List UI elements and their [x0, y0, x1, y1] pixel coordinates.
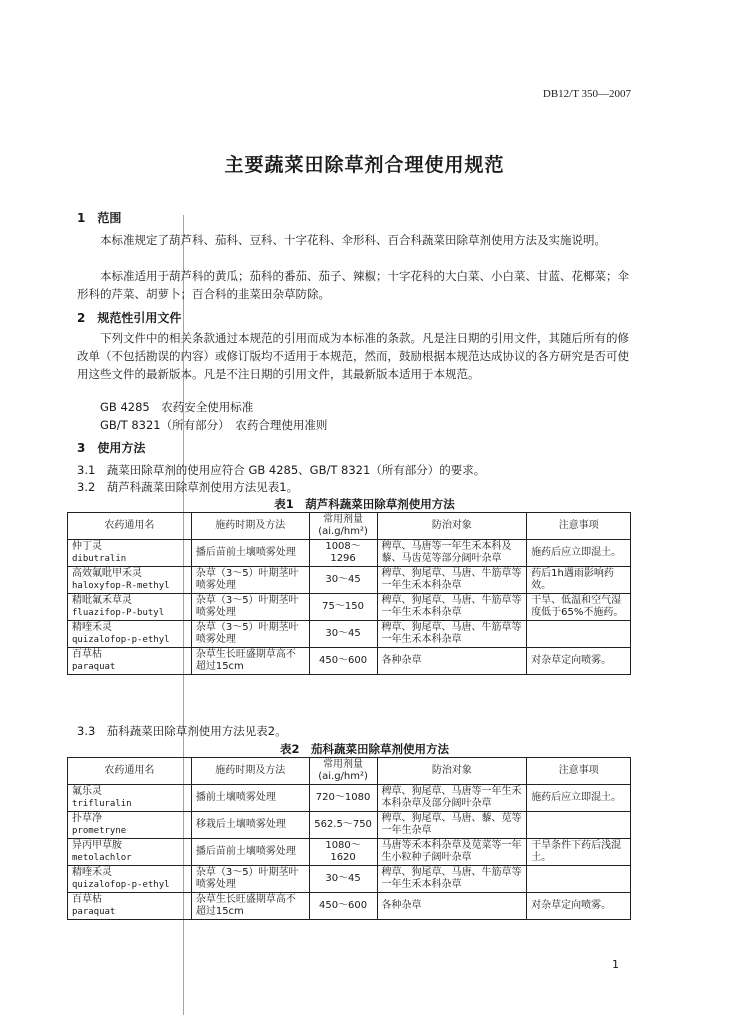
pesticide-name-cn: 异丙甲草胺	[72, 840, 122, 851]
dosage-cell: 1008～1296	[309, 540, 377, 567]
table-row	[68, 893, 631, 920]
section-3-heading: 3 使用方法	[77, 441, 146, 455]
header-target: 防治对象	[377, 758, 527, 785]
target-cell: 各种杂草	[377, 893, 527, 920]
target-cell: 稗草、狗尾草、马唐等一年生禾本科杂草及部分阔叶杂草	[377, 785, 527, 812]
pesticide-name-en: quizalofop-p-ethyl	[72, 635, 170, 645]
header-timing-method: 施药时期及方法	[191, 758, 309, 785]
dosage-cell: 30～45	[309, 621, 377, 648]
page-number: 1	[612, 958, 619, 971]
pesticide-name-cell	[68, 785, 192, 812]
pesticide-name-en: fluazifop-P-butyl	[72, 608, 165, 618]
timing-cell: 杂草（3～5）叶期茎叶喷雾处理	[191, 594, 309, 621]
pesticide-name-cn: 高效氟吡甲禾灵	[72, 568, 142, 579]
reference-gb4285: GB 4285 农药安全使用标准	[100, 400, 254, 414]
table-header-row	[68, 513, 631, 540]
header-dosage: 常用剂量 (ai.g/hm²)	[309, 513, 377, 540]
target-cell: 稗草、狗尾草、马唐、牛筋草等一年生禾本科杂草	[377, 621, 527, 648]
pesticide-name-cell	[68, 540, 192, 567]
note-cell: 干旱条件下药后浅混土。	[527, 839, 631, 866]
timing-cell: 移栽后土壤喷雾处理	[191, 812, 309, 839]
pesticide-name-en: prometryne	[72, 826, 127, 836]
dosage-cell: 450～600	[309, 648, 377, 675]
timing-cell: 杂草生长旺盛期草高不超过15cm	[191, 648, 309, 675]
target-cell: 稗草、狗尾草、马唐、牛筋草等一年生禾本科杂草	[377, 866, 527, 893]
table-row	[68, 812, 631, 839]
timing-cell: 杂草生长旺盛期草高不超过15cm	[191, 893, 309, 920]
header-pesticide-name: 农药通用名	[68, 758, 192, 785]
section-1-heading: 1 范围	[77, 211, 122, 225]
table-row	[68, 866, 631, 893]
table-2-caption: 表2 茄科蔬菜田除草剂使用方法	[280, 742, 449, 756]
header-pesticide-name: 农药通用名	[68, 513, 192, 540]
note-cell: 对杂草定向喷雾。	[527, 893, 631, 920]
section-1-para-2: 本标准适用于葫芦科的黄瓜；茄科的番茄、茄子、辣椒；十字花科的大白菜、小白菜、甘蓝、花椰菜；伞形科的芹菜、胡萝卜；百合科的韭菜田杂草防除。	[77, 269, 629, 301]
pesticide-name-en: metolachlor	[72, 853, 132, 863]
pesticide-name-cell	[68, 839, 192, 866]
header-target: 防治对象	[377, 513, 527, 540]
timing-cell: 播后苗前土壤喷雾处理	[191, 839, 309, 866]
table-row	[68, 594, 631, 621]
pesticide-name-en: paraquat	[72, 662, 116, 672]
dosage-cell: 720～1080	[309, 785, 377, 812]
table-2	[67, 757, 631, 920]
timing-cell: 杂草（3～5）叶期茎叶喷雾处理	[191, 621, 309, 648]
document-number: DB12/T 350—2007	[542, 88, 631, 100]
table-header-row	[68, 758, 631, 785]
page-title: 主要蔬菜田除草剂合理使用规范	[224, 154, 505, 176]
pesticide-name-cell	[68, 648, 192, 675]
note-cell: 干旱、低温和空气湿度低于65%不施药。	[527, 594, 631, 621]
pesticide-name-cell	[68, 621, 192, 648]
table-body	[68, 785, 631, 920]
section-2-para: 下列文件中的相关条款通过本规范的引用而成为本标准的条款。凡是注日期的引用文件，其随后所有的修改单（不包括勘误的内容）或修订版均不适用于本规范，然而，鼓励根据本规范达成协议的各方研究是否可使用这些文件的最新版本。凡是不注日期的引用文件，其最新版本适用于本规范。	[77, 331, 629, 381]
section-3-2: 3.2 葫芦科蔬菜田除草剂使用方法见表1。	[77, 480, 299, 494]
dosage-cell: 1080～1620	[309, 839, 377, 866]
table-row	[68, 839, 631, 866]
pesticide-name-en: quizalofop-p-ethyl	[72, 880, 170, 890]
timing-cell: 播后苗前土壤喷雾处理	[191, 540, 309, 567]
pesticide-name-cn: 精吡氟禾草灵	[72, 595, 132, 606]
table-row	[68, 621, 631, 648]
note-cell	[527, 621, 631, 648]
table-row	[68, 648, 631, 675]
note-cell: 药后1h遇雨影响药效。	[527, 567, 631, 594]
pesticide-name-cell	[68, 812, 192, 839]
reference-gbt8321: GB/T 8321（所有部分） 农药合理使用准则	[100, 418, 328, 432]
header-timing-method: 施药时期及方法	[191, 513, 309, 540]
dosage-cell: 30～45	[309, 567, 377, 594]
table-body	[68, 540, 631, 675]
table-row	[68, 567, 631, 594]
pesticide-name-cell	[68, 866, 192, 893]
note-cell: 施药后应立即混土。	[527, 785, 631, 812]
header-notes: 注意事项	[527, 758, 631, 785]
target-cell: 稗草、狗尾草、马唐、牛筋草等一年生禾本科杂草	[377, 594, 527, 621]
section-3-1: 3.1 蔬菜田除草剂的使用应符合 GB 4285、GB/T 8321（所有部分）的要求。	[77, 463, 486, 477]
dosage-cell: 75～150	[309, 594, 377, 621]
pesticide-name-cn: 扑草净	[72, 813, 102, 824]
table-row	[68, 785, 631, 812]
pesticide-name-cn: 精喹禾灵	[72, 867, 112, 878]
pesticide-name-en: haloxyfop-R-methyl	[72, 581, 170, 591]
note-cell	[527, 812, 631, 839]
header-dosage: 常用剂量 (ai.g/hm²)	[309, 758, 377, 785]
note-cell: 施药后应立即混土。	[527, 540, 631, 567]
timing-cell: 杂草（3～5）叶期茎叶喷雾处理	[191, 567, 309, 594]
note-cell: 对杂草定向喷雾。	[527, 648, 631, 675]
dosage-cell: 562.5～750	[309, 812, 377, 839]
table-1-caption: 表1 葫芦科蔬菜田除草剂使用方法	[274, 497, 455, 511]
pesticide-name-cell	[68, 567, 192, 594]
dosage-cell: 30～45	[309, 866, 377, 893]
table-1	[67, 512, 631, 675]
pesticide-name-cell	[68, 594, 192, 621]
target-cell: 稗草、马唐等一年生禾本科及藜、马齿苋等部分阔叶杂草	[377, 540, 527, 567]
section-1-para-1: 本标准规定了葫芦科、茄科、豆科、十字花科、伞形科、百合科蔬菜田除草剂使用方法及实施说明。	[100, 233, 606, 247]
pesticide-name-cell	[68, 893, 192, 920]
timing-cell: 播前土壤喷雾处理	[191, 785, 309, 812]
target-cell: 各种杂草	[377, 648, 527, 675]
pesticide-name-cn: 仲丁灵	[72, 541, 102, 552]
note-cell	[527, 866, 631, 893]
pesticide-name-cn: 氟乐灵	[72, 786, 102, 797]
pesticide-name-en: paraquat	[72, 907, 116, 917]
target-cell: 稗草、狗尾草、马唐、藜、苋等一年生杂草	[377, 812, 527, 839]
pesticide-name-cn: 百草枯	[72, 649, 102, 660]
table-row	[68, 540, 631, 567]
target-cell: 马唐等禾本科杂草及苋菜等一年生小粒种子阔叶杂草	[377, 839, 527, 866]
header-notes: 注意事项	[527, 513, 631, 540]
section-2-heading: 2 规范性引用文件	[77, 311, 182, 325]
section-3-3: 3.3 茄科蔬菜田除草剂使用方法见表2。	[77, 724, 287, 738]
target-cell: 稗草、狗尾草、马唐、牛筋草等一年生禾本科杂草	[377, 567, 527, 594]
pesticide-name-cn: 精喹禾灵	[72, 622, 112, 633]
dosage-cell: 450～600	[309, 893, 377, 920]
pesticide-name-en: trifluralin	[72, 799, 132, 809]
pesticide-name-cn: 百草枯	[72, 894, 102, 905]
timing-cell: 杂草（3～5）叶期茎叶喷雾处理	[191, 866, 309, 893]
pesticide-name-en: dibutralin	[72, 554, 127, 564]
